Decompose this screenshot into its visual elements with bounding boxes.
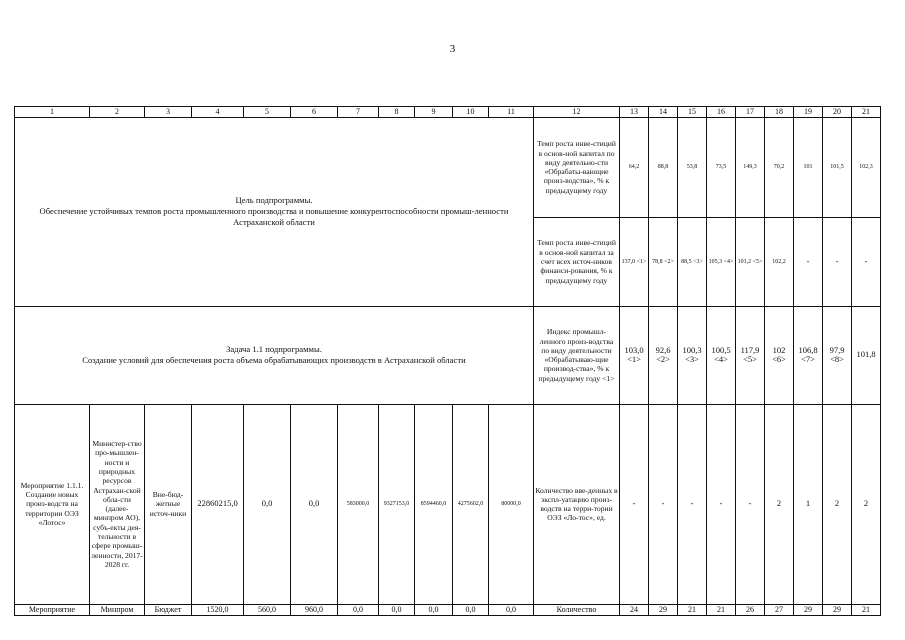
goal-indicator-value: 137,0 <1> (620, 217, 649, 306)
activity-amount: 0,0 (415, 604, 453, 615)
goal-indicator-value: - (794, 217, 823, 306)
task-indicator-value: 103,0 <1> (620, 306, 649, 404)
program-table (14, 106, 881, 616)
column-number: 2 (90, 107, 145, 118)
activity-amount: 0,0 (379, 604, 415, 615)
column-number: 1 (15, 107, 90, 118)
activity-name: Мероприятие (15, 604, 90, 615)
column-number: 3 (145, 107, 192, 118)
activity-indicator-value: - (678, 404, 707, 604)
column-number: 13 (620, 107, 649, 118)
activity-amount: 22860215,0 (192, 404, 244, 604)
goal-indicator-value: 88,5 <3> (678, 217, 707, 306)
goal-indicator-value: 149,3 (736, 117, 765, 217)
activity-indicator-value: 24 (620, 604, 649, 615)
column-number: 20 (823, 107, 852, 118)
activity-indicator-name: Количество (534, 604, 620, 615)
task-title: Задача 1.1 подпрограммы. (226, 344, 322, 355)
column-number: 6 (291, 107, 338, 118)
activity-indicator-value: 29 (823, 604, 852, 615)
column-number: 19 (794, 107, 823, 118)
activity-amount: 0,0 (244, 404, 291, 604)
column-number: 14 (649, 107, 678, 118)
activity-amount: 0,0 (291, 404, 338, 604)
column-number: 18 (765, 107, 794, 118)
column-number: 17 (736, 107, 765, 118)
task-row (15, 306, 881, 404)
task-indicator-value: 117,9 <5> (736, 306, 765, 404)
goal-indicator-value: 102,3 (852, 117, 881, 217)
goal-indicator-value: 101,5 (823, 117, 852, 217)
activity-indicator-value: 21 (707, 604, 736, 615)
activity-amount: 960,0 (291, 604, 338, 615)
activity-amount: 0,0 (338, 604, 379, 615)
task-indicator-value: 100,3 <3> (678, 306, 707, 404)
task-indicator-value: 106,8 <7> (794, 306, 823, 404)
column-number: 8 (379, 107, 415, 118)
activity-amount: 0,0 (453, 604, 489, 615)
goal-indicator-name: Темп роста инве-стиций в основ-ной капитал за счет всех источ-ников финанси-рования, % к предыдущему году (534, 217, 620, 306)
goal-title: Цель подпрограммы. (235, 195, 313, 206)
task-indicator-value: 101,8 (852, 306, 881, 404)
activity-indicator-value: 21 (678, 604, 707, 615)
activity-executor: Министер-ство про-мышлен-ности и природных ресурсов Астрахан-ской обла-сти (далее-минпром АО), субъ-екты дея-тельности в сфере промыш-ленности, 2017-2028 гг. (90, 404, 145, 604)
activity-amount: 1520,0 (192, 604, 244, 615)
activity-executor: Минпром (90, 604, 145, 615)
activity-indicator-value: 1 (794, 404, 823, 604)
task-indicator-value: 100,5 <4> (707, 306, 736, 404)
goal-indicator-value: - (852, 217, 881, 306)
activity-indicator-value: 29 (794, 604, 823, 615)
activity-indicator-value: 27 (765, 604, 794, 615)
goal-indicator-value: 105,3 <4> (707, 217, 736, 306)
activity-row-partial (15, 604, 881, 615)
column-number: 9 (415, 107, 453, 118)
task-text: Создание условий для обеспечения роста объема обрабатывающих производств в Астраханской области (82, 355, 466, 366)
goal-indicator-value: 101,2 <5> (736, 217, 765, 306)
activity-amount: 560,0 (244, 604, 291, 615)
activity-amount: 8594460,0 (415, 404, 453, 604)
activity-indicator-value: 2 (823, 404, 852, 604)
activity-amount: 0,0 (489, 604, 534, 615)
activity-indicator-value: - (736, 404, 765, 604)
column-number: 10 (453, 107, 489, 118)
activity-amount: 9327153,0 (379, 404, 415, 604)
column-number: 21 (852, 107, 881, 118)
activity-funding-source: Бюджет (145, 604, 192, 615)
column-number: 5 (244, 107, 291, 118)
goal-indicator-value: 70,2 (765, 117, 794, 217)
column-number: 15 (678, 107, 707, 118)
goal-indicator-value: - (823, 217, 852, 306)
activity-amount: 583000,0 (338, 404, 379, 604)
activity-name: Мероприятие 1.1.1. Создание новых произ-водств на территории ОЭЗ «Лотос» (15, 404, 90, 604)
activity-row (15, 404, 881, 604)
activity-indicator-value: - (707, 404, 736, 604)
goal-indicator-name: Темп роста инве-стиций в основ-ной капитал по виду деятельно-сти «Обрабаты-вающие произ-водства», % к предыдущему году (534, 117, 620, 217)
goal-indicator-value: 73,5 (707, 117, 736, 217)
column-number: 11 (489, 107, 534, 118)
goal-cell (15, 117, 534, 306)
activity-indicator-name: Количество вве-денных в экспл-уатацию произ-водств на терри-тории ОЭЗ «Ло-тос», ед. (534, 404, 620, 604)
task-cell (15, 306, 534, 404)
activity-indicator-value: - (649, 404, 678, 604)
column-number: 12 (534, 107, 620, 118)
activity-amount: 4275602,0 (453, 404, 489, 604)
goal-indicator-value: 102,2 (765, 217, 794, 306)
activity-indicator-value: 26 (736, 604, 765, 615)
goal-indicator-value: 53,8 (678, 117, 707, 217)
goal-indicator-value: 78,8 <2> (649, 217, 678, 306)
activity-indicator-value: 2 (765, 404, 794, 604)
goal-text: Обеспечение устойчивых темпов роста промышленного производства и повышение конкурентоспособности промыш-ленности Астраханской области (39, 206, 509, 228)
activity-indicator-value: 29 (649, 604, 678, 615)
task-indicator-name: Индекс промышл-ленного произ-водства по виду деятельности «Обрабатываю-щие производ-ства», % к предыдущему году <1> (534, 306, 620, 404)
task-indicator-value: 97,9 <8> (823, 306, 852, 404)
activity-amount: 80000,0 (489, 404, 534, 604)
column-number: 4 (192, 107, 244, 118)
activity-funding-source: Вне-бюд-жетные источ-ники (145, 404, 192, 604)
column-number: 16 (707, 107, 736, 118)
goal-indicator-value: 64,2 (620, 117, 649, 217)
goal-indicator-value: 101 (794, 117, 823, 217)
task-indicator-value: 102 <6> (765, 306, 794, 404)
column-number: 7 (338, 107, 379, 118)
activity-indicator-value: 21 (852, 604, 881, 615)
activity-indicator-value: 2 (852, 404, 881, 604)
page-number: 3 (449, 43, 456, 55)
activity-indicator-value: - (620, 404, 649, 604)
column-numbers-row (15, 107, 881, 118)
goal-indicator-value: 88,8 (649, 117, 678, 217)
task-indicator-value: 92,6 <2> (649, 306, 678, 404)
goal-row-1 (15, 117, 881, 217)
